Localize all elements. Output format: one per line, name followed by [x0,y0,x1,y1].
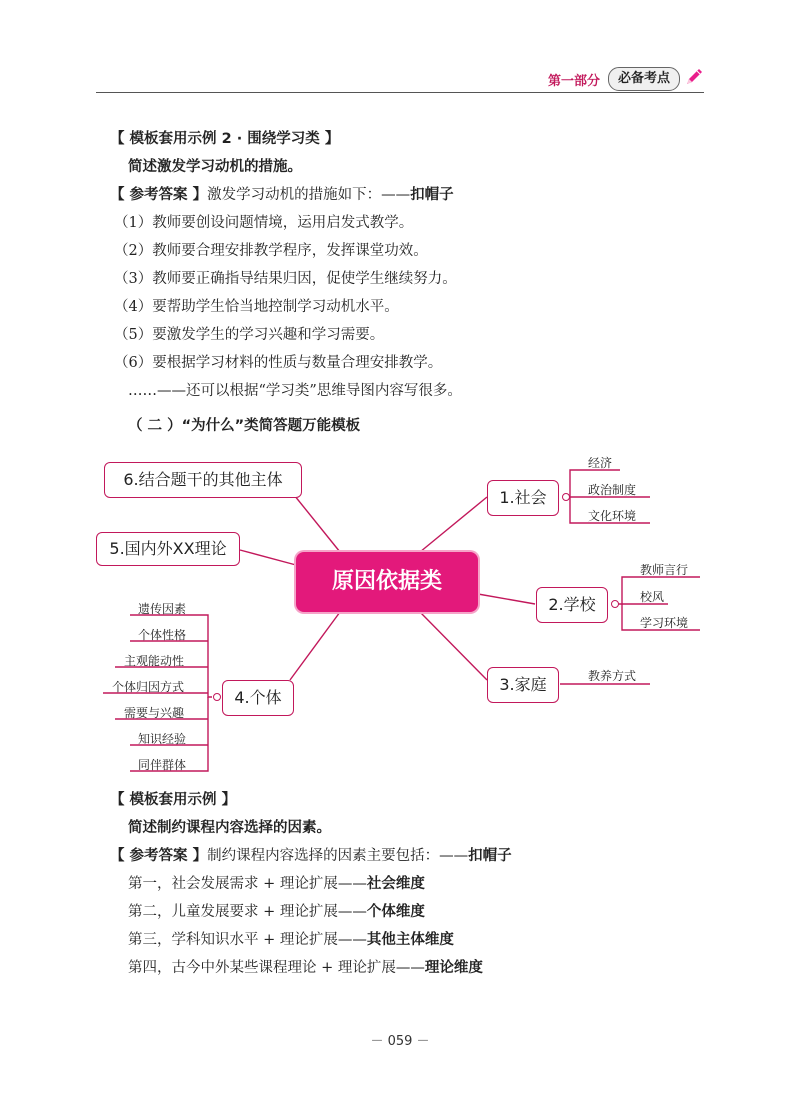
mindmap-leaf: 主观能动性 [124,654,185,668]
dimension-label: 个体维度 [366,904,425,920]
mindmap-node-2: 2.学校 [536,587,608,623]
page-number: － 059 － [370,1034,430,1049]
mindmap-leaf: 需要与兴趣 [124,706,185,720]
dimension-text: 第四，古今中外某些课程理论 + 理论扩展—— [128,960,425,976]
mindmap-node-3: 3.家庭 [487,667,559,703]
dimension-line [128,874,425,894]
answer-intro: 制约课程内容选择的因素主要包括：—— [207,848,469,864]
answer-label: 【 参考答案 】 [110,848,208,864]
mindmap-leaf: 学习环境 [640,616,689,630]
answer-item: （3）教师要正确指导结果归因，促使学生继续努力。 [114,271,457,287]
dimension-line [128,902,425,922]
answer-item: （5）要激发学生的学习兴趣和学习需要。 [114,327,385,343]
answer-item: （6）要根据学习材料的性质与数量合理安排教学。 [114,355,443,371]
example3-question: 简述制约课程内容选择的因素。 [128,820,331,836]
mindmap-node-4: 4.个体 [222,680,294,716]
dimension-text: 第二，儿童发展要求 + 理论扩展—— [128,904,367,920]
dimension-line [128,930,454,950]
answer-item: （4）要帮助学生恰当地控制学习动机水平。 [114,299,399,315]
mindmap-leaf: 文化环境 [588,509,637,523]
mindmap-node-5: 5.国内外XX理论 [96,532,240,566]
node-connector-dot [611,600,619,608]
mindmap-leaf: 个体性格 [138,628,187,642]
node-connector-dot [213,693,221,701]
example2-title: 【 模板套用示例 2 · 围绕学习类 】 [110,131,340,147]
mindmap-node-6: 6.结合题干的其他主体 [104,462,302,498]
dimension-label: 理论维度 [424,960,483,976]
mindmap-node-1: 1.社会 [487,480,559,516]
dimension-text: 第一，社会发展需求 + 理论扩展—— [128,876,367,892]
section-title: （ 二 ）“为什么”类简答题万能模板 [128,418,361,434]
mindmap-leaf: 政治制度 [588,483,637,497]
example3-answer-line [110,846,512,866]
dimension-label: 社会维度 [366,876,425,892]
mindmap-leaf: 经济 [588,456,613,470]
header-badge: 必备考点 [608,67,680,91]
answer-item: （2）教师要合理安排教学程序，发挥课堂功效。 [114,243,428,259]
mindmap-leaf: 教养方式 [588,669,637,683]
example2-question: 简述激发学习动机的措施。 [128,159,302,175]
node-connector-dot [562,493,570,501]
dimension-text: 第三，学科知识水平 + 理论扩展—— [128,932,367,948]
mindmap-leaf: 知识经验 [138,732,187,746]
answer-intro: 激发学习动机的措施如下：—— [207,187,411,203]
dimension-line [128,958,483,978]
mindmap-leaf: 遗传因素 [138,602,187,616]
dimension-label: 其他主体维度 [366,932,454,948]
mindmap-leaf: 个体归因方式 [112,680,185,694]
answer-note: ……——还可以根据“学习类”思维导图内容写很多。 [128,383,462,399]
header-part-label: 第一部分 [548,74,601,89]
answer-intro-bold: 扣帽子 [468,848,512,864]
answer-intro-bold: 扣帽子 [410,187,454,203]
mindmap-leaf: 教师言行 [640,563,689,577]
answer-label: 【 参考答案 】 [110,187,208,203]
example3-title: 【 模板套用示例 】 [110,792,237,808]
mindmap-leaf: 校风 [640,590,665,604]
answer-item: （1）教师要创设问题情境，运用启发式教学。 [114,215,414,231]
mindmap-leaf: 同伴群体 [138,758,187,772]
mindmap-center: 原因依据类 [296,552,478,612]
